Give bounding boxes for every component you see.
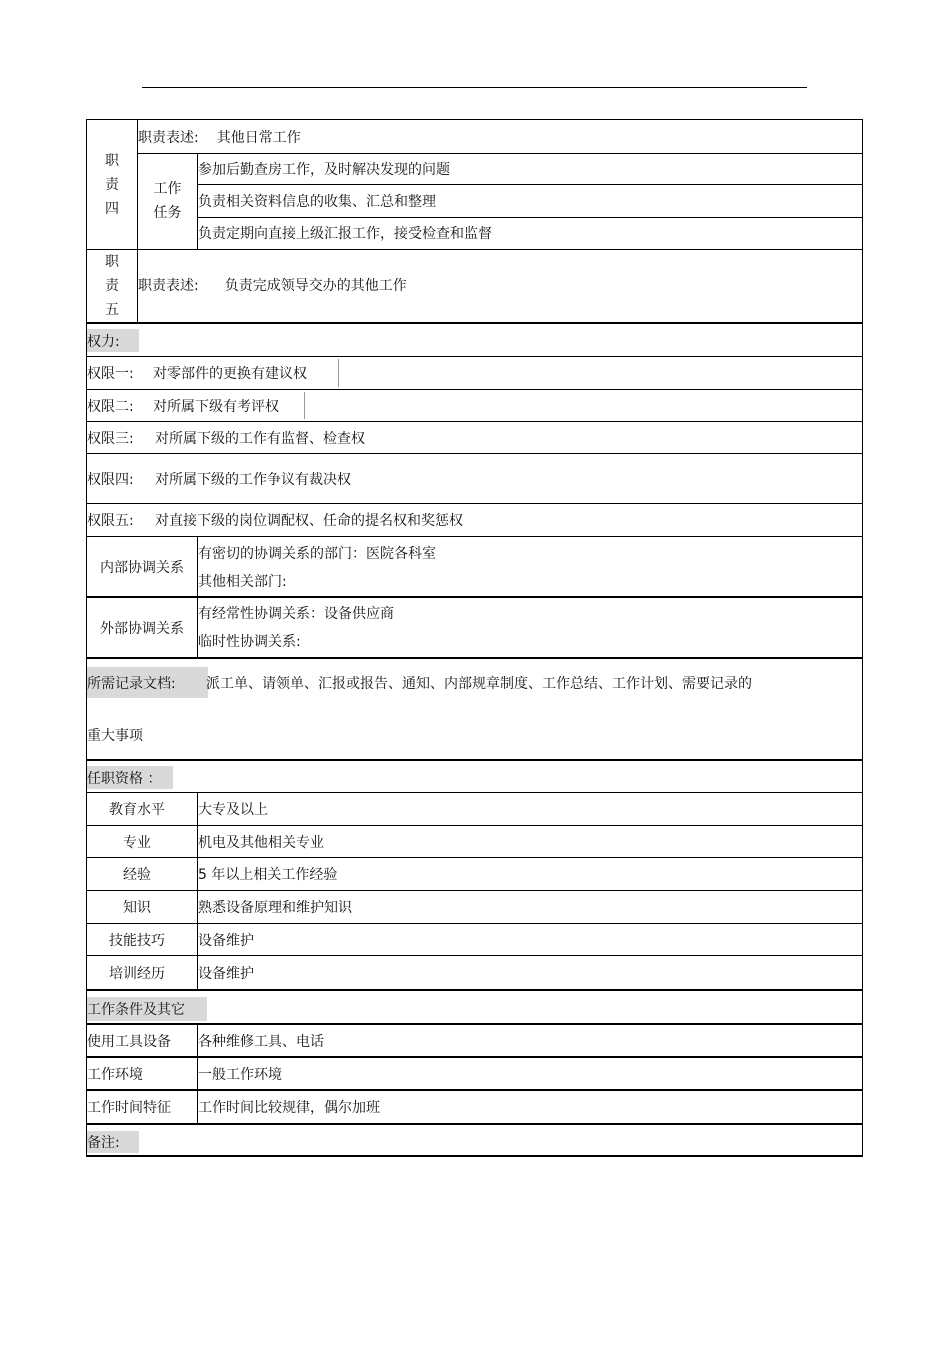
task-label-part: 任务 <box>153 205 182 221</box>
qualification-value: 机电及其他相关专业 <box>198 834 324 851</box>
conditions-label: 使用工具设备 <box>87 1033 171 1050</box>
records-text-continued: 重大事项 <box>87 728 143 744</box>
task-text: 参加后勤查房工作，及时解决发现的问题 <box>198 161 450 178</box>
duty4-desc-value: 其他日常工作 <box>216 129 301 146</box>
duty4-title <box>87 120 137 249</box>
task-text: 负责定期向直接上级汇报工作，接受检查和监督 <box>198 226 492 242</box>
duty5-title-char: 责 <box>105 278 119 294</box>
qualification-value: 5 年以上相关工作经验 <box>198 867 338 883</box>
duty4-desc-label: 职责表述: <box>138 129 199 146</box>
task-label-part: 工作 <box>153 181 182 197</box>
qualification-label: 知识 <box>123 900 151 916</box>
qualification-row <box>86 857 863 890</box>
qualification-value: 大专及以上 <box>198 802 268 818</box>
external-coordination-label: 外部协调关系 <box>100 620 184 637</box>
duty4-title-char: 责 <box>105 176 119 193</box>
duty5-desc-value: 负责完成领导交办的其他工作 <box>224 278 407 294</box>
authority-row-5 <box>86 503 863 536</box>
duty4-task-2 <box>198 184 862 217</box>
authority-value: 对所属下级有考评权 <box>153 398 279 415</box>
duty5-title-char: 职 <box>105 254 119 270</box>
qualification-value: 熟悉设备原理和维护知识 <box>198 900 352 916</box>
duty4-description <box>138 120 862 153</box>
duty4-task-label <box>138 153 197 249</box>
authority-row-2 <box>86 389 863 421</box>
authority-label: 权限二: <box>87 398 134 415</box>
conditions-row <box>86 1089 863 1123</box>
remarks-label: 备注: <box>87 1131 139 1153</box>
conditions-value: 各种维修工具、电话 <box>198 1033 324 1050</box>
duty5-description <box>138 250 862 320</box>
authority-row-3 <box>86 421 863 453</box>
conditions-value: 工作时间比较规律，偶尔加班 <box>198 1100 380 1116</box>
authority-label: 权限一: <box>87 366 134 382</box>
records-label: 所需记录文档: <box>87 667 208 698</box>
records-row <box>86 657 863 759</box>
authority-label: 权限五: <box>87 513 134 529</box>
authority-value: 对所属下级的工作有监督、检查权 <box>155 430 365 447</box>
conditions-value: 一般工作环境 <box>198 1066 282 1083</box>
remarks-row <box>86 1123 863 1157</box>
duty4-task-3 <box>198 217 862 249</box>
authority-row-1 <box>86 356 863 389</box>
qualification-label: 培训经历 <box>109 965 165 982</box>
internal-coordination-label: 内部协调关系 <box>100 559 184 576</box>
authority-label: 权限三: <box>87 430 134 447</box>
job-description-table <box>86 119 863 1157</box>
external-line-2: 临时性协调关系: <box>198 634 301 650</box>
duty5-block <box>86 249 863 322</box>
authority-label: 权限四: <box>87 471 134 488</box>
qualification-label: 专业 <box>123 834 151 851</box>
qualification-value: 设备维护 <box>198 932 254 949</box>
authority-header-row <box>86 322 863 356</box>
conditions-header-row <box>86 989 863 1023</box>
qualification-header-row <box>86 759 863 792</box>
qualification-row <box>86 792 863 825</box>
authority-value: 对零部件的更换有建议权 <box>153 366 307 382</box>
qualification-row <box>86 890 863 923</box>
task-text: 负责相关资料信息的收集、汇总和整理 <box>198 193 436 210</box>
conditions-label: 工作时间特征 <box>87 1100 171 1116</box>
conditions-row <box>86 1056 863 1089</box>
authority-row-4 <box>86 453 863 503</box>
qualification-value: 设备维护 <box>198 965 254 982</box>
qualification-header: 任职资格 ： <box>87 766 173 789</box>
qualification-label: 经验 <box>123 867 151 883</box>
header-rule <box>142 87 807 88</box>
duty4-title-char: 职 <box>105 152 119 169</box>
internal-line-1: 有密切的协调关系的部门：医院各科室 <box>198 546 436 562</box>
external-coordination-row <box>86 596 863 657</box>
authority-value: 对直接下级的岗位调配权、任命的提名权和奖惩权 <box>155 513 463 529</box>
conditions-header: 工作条件及其它 <box>87 997 207 1021</box>
internal-line-2: 其他相关部门: <box>198 574 287 590</box>
records-text: 派工单、请领单、汇报或报告、通知、内部规章制度、工作总结、工作计划、需要记录的 <box>206 675 752 692</box>
qualification-row <box>86 923 863 955</box>
conditions-label: 工作环境 <box>87 1066 143 1083</box>
duty4-title-char: 四 <box>105 200 119 217</box>
qualification-label: 教育水平 <box>109 802 165 818</box>
qualification-label: 技能技巧 <box>109 932 165 949</box>
duty5-title-char: 五 <box>105 302 119 318</box>
duty5-desc-label: 职责表述: <box>138 278 199 294</box>
duty4-block <box>86 119 863 249</box>
qualification-row <box>86 825 863 857</box>
internal-coordination-row <box>86 536 863 596</box>
authority-value: 对所属下级的工作争议有裁决权 <box>155 471 351 488</box>
conditions-row <box>86 1023 863 1056</box>
qualification-row <box>86 955 863 989</box>
duty4-task-1 <box>198 153 862 184</box>
external-line-1: 有经常性协调关系：设备供应商 <box>198 606 394 622</box>
authority-header-text: 权力: <box>87 333 120 350</box>
authority-header <box>87 329 139 352</box>
duty5-title <box>87 250 137 322</box>
